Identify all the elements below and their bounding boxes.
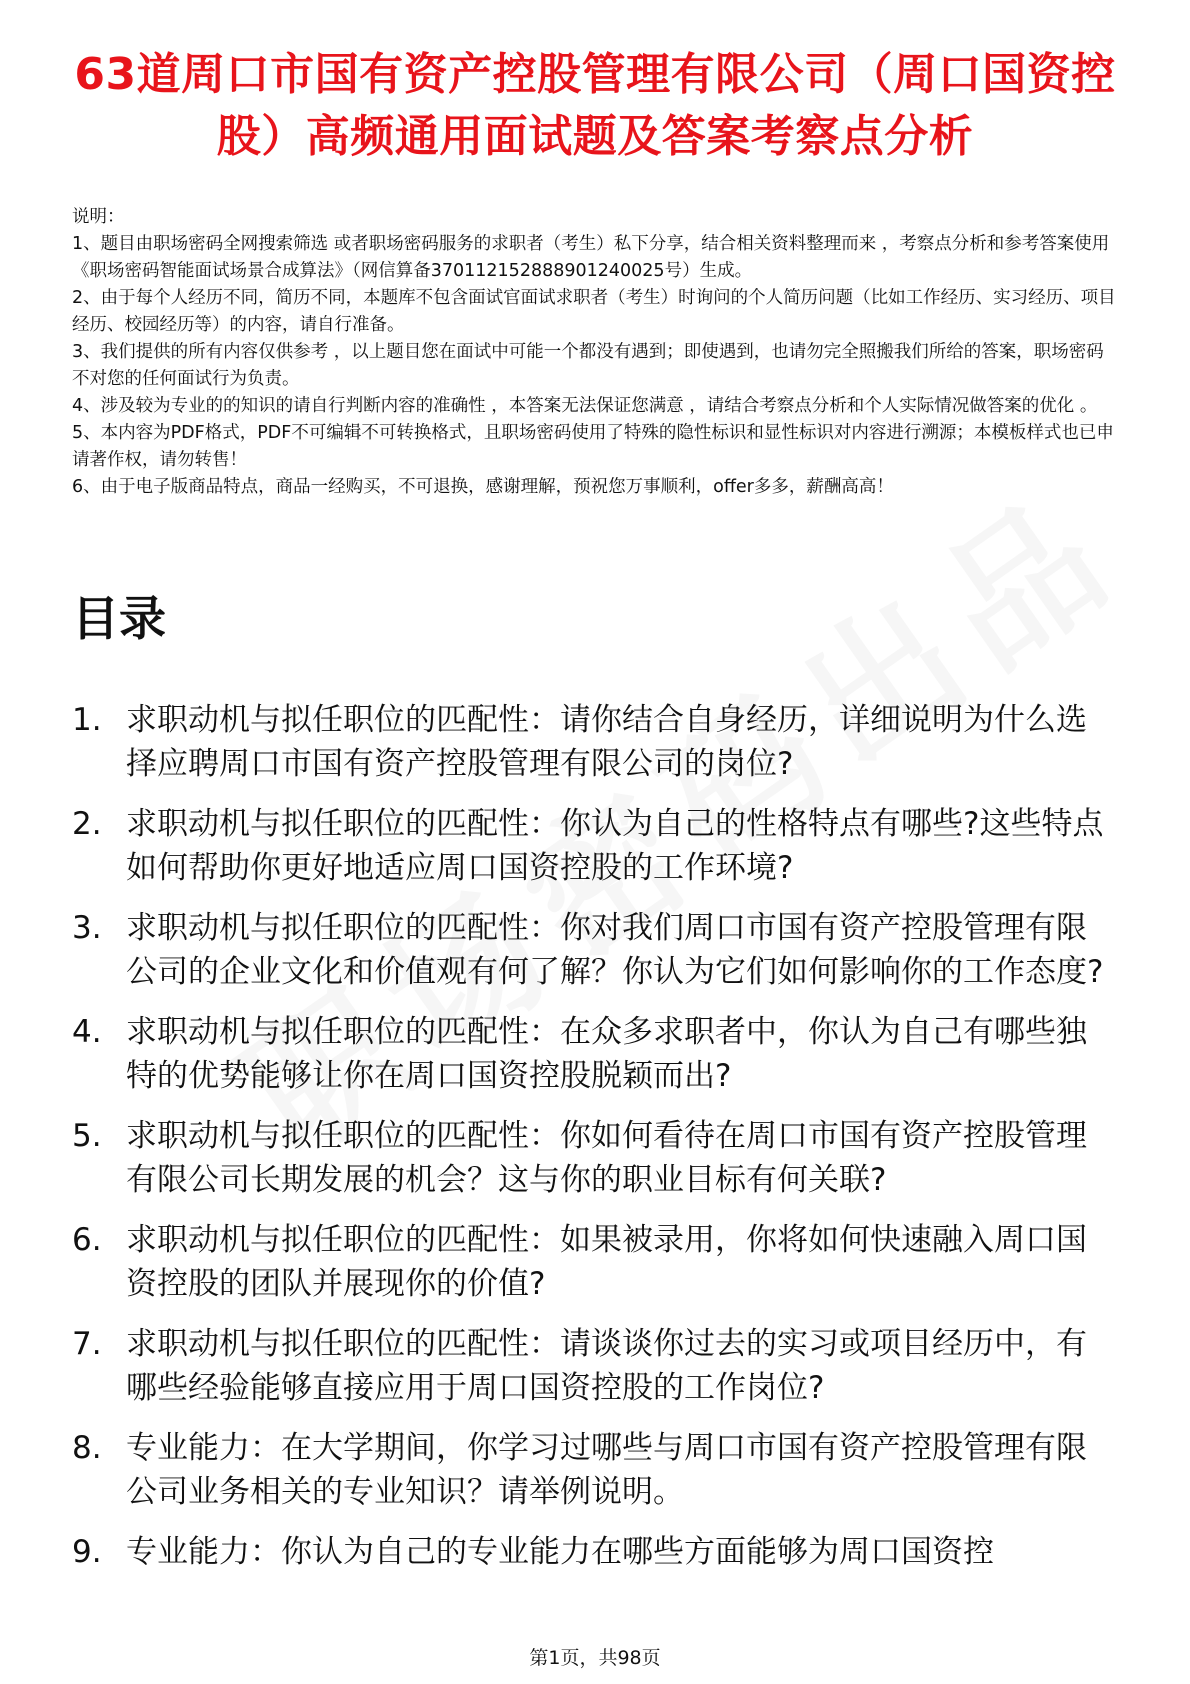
note-item: 3、我们提供的所有内容仅供参考 ，以上题目您在面试中可能一个都没有遇到；即使遇到，也请勿完全照搬我们所给的答案，职场密码不对您的任何面试行为负责。 (72, 342, 1104, 389)
toc-item-text[interactable]: 专业能力：你认为自己的专业能力在哪些方面能够为周口国资控 (126, 1534, 994, 1570)
toc-item-text[interactable]: 求职动机与拟任职位的匹配性：请谈谈你过去的实习或项目经历中，有哪些经验能够直接应用于周口国资控股的工作岗位? (126, 1326, 1087, 1406)
toc-item-text[interactable]: 求职动机与拟任职位的匹配性：你认为自己的性格特点有哪些?这些特点如何帮助你更好地适应周口国资控股的工作环境? (126, 806, 1104, 886)
toc-item-text[interactable]: 求职动机与拟任职位的匹配性：在众多求职者中，你认为自己有哪些独特的优势能够让你在周口国资控股脱颖而出? (126, 1014, 1087, 1094)
toc-item[interactable] (72, 1530, 1112, 1574)
toc-item[interactable] (72, 1426, 1112, 1514)
toc-item-number: 5. (72, 1118, 102, 1154)
note-item: 2、由于每个人经历不同，简历不同，本题库不包含面试官面试求职者（考生）时询问的个人简历问题（比如工作经历、实习经历、项目经历、校园经历等）的内容，请自行准备。 (72, 288, 1116, 335)
toc-item-text[interactable]: 求职动机与拟任职位的匹配性：请你结合自身经历，详细说明为什么选择应聘周口市国有资产控股管理有限公司的岗位? (126, 702, 1087, 782)
note-item: 5、本内容为PDF格式，PDF不可编辑不可转换格式，且职场密码使用了特殊的隐性标识和显性标识对内容进行溯源；本模板样式也已申请著作权，请勿转售！ (72, 423, 1114, 470)
toc-heading: 目录 (72, 592, 166, 647)
notes-section (72, 204, 1117, 501)
notes-heading: 说明： (72, 207, 125, 227)
toc-item-text[interactable]: 求职动机与拟任职位的匹配性：你对我们周口市国有资产控股管理有限公司的企业文化和价值观有何了解？你认为它们如何影响你的工作态度? (126, 910, 1104, 990)
document-title: 63道周口市国有资产控股管理有限公司（周口国资控股）高频通用面试题及答案考察点分析 (74, 49, 1116, 162)
toc-item[interactable] (72, 1010, 1112, 1098)
note-item: 6、由于电子版商品特点，商品一经购买，不可退换，感谢理解，预祝您万事顺利，offer多多，薪酬高高！ (72, 477, 894, 497)
toc-item-number: 6. (72, 1222, 102, 1258)
toc-item-text[interactable]: 专业能力：在大学期间，你学习过哪些与周口市国有资产控股管理有限公司业务相关的专业知识？请举例说明。 (126, 1430, 1087, 1510)
toc-item-number: 1. (72, 702, 102, 738)
toc-item[interactable] (72, 1322, 1112, 1410)
page-footer: 第1页，共98页 (529, 1647, 661, 1669)
toc-item-text[interactable]: 求职动机与拟任职位的匹配性：如果被录用，你将如何快速融入周口国资控股的团队并展现你的价值? (126, 1222, 1087, 1302)
toc-item-text[interactable]: 求职动机与拟任职位的匹配性：你如何看待在周口市国有资产控股管理有限公司长期发展的机会？这与你的职业目标有何关联? (126, 1118, 1087, 1198)
note-item: 1、题目由职场密码全网搜索筛选 或者职场密码服务的求职者（考生）私下分享，结合相关资料整理而来 ，考察点分析和参考答案使用《职场密码智能面试场景合成算法》（网信算备370112152888901240025号）生成。 (72, 234, 1110, 281)
toc-item[interactable] (72, 1114, 1112, 1202)
toc-item[interactable] (72, 698, 1112, 786)
toc-item-number: 7. (72, 1326, 102, 1362)
note-item: 4、涉及较为专业的的知识的请自行判断内容的准确性 ，本答案无法保证您满意 ，请结合考察点分析和个人实际情况做答案的优化 。 (72, 396, 1098, 416)
toc-item[interactable] (72, 1218, 1112, 1306)
toc-item[interactable] (72, 906, 1112, 994)
toc-item-number: 3. (72, 910, 102, 946)
toc-item-number: 2. (72, 806, 102, 842)
toc-item-number: 9. (72, 1534, 102, 1570)
toc-item-number: 8. (72, 1430, 102, 1466)
table-of-contents (72, 698, 1112, 1590)
toc-item-number: 4. (72, 1014, 102, 1050)
toc-item[interactable] (72, 802, 1112, 890)
